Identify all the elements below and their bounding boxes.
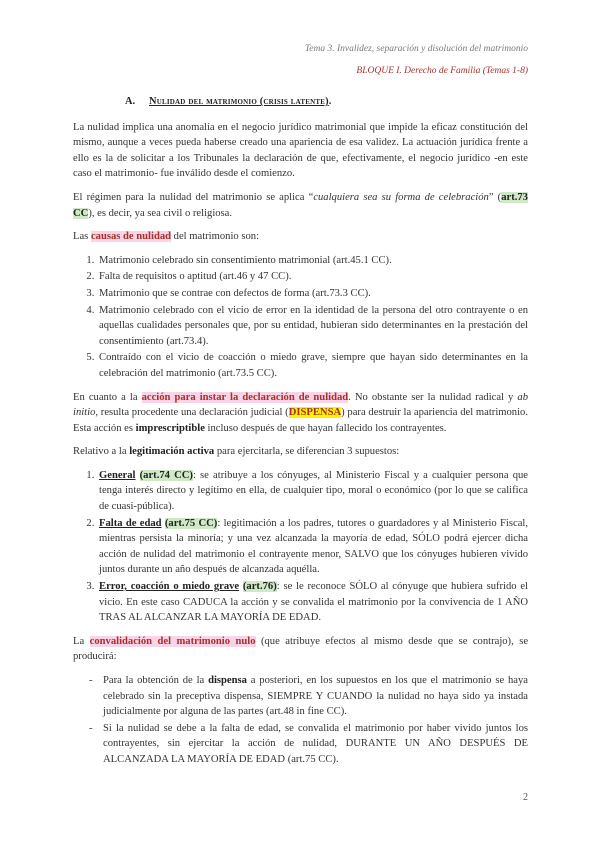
- page-content: [73, 94, 528, 769]
- bold-imprescriptible: imprescriptible: [135, 422, 205, 434]
- text-run: ” (: [488, 191, 502, 203]
- highlight-convalidacion: convalidación del matrimonio nulo: [89, 635, 256, 647]
- list-item: 1. Matrimonio celebrado sin consentimiento matrimonial (art.45.1 CC).: [97, 253, 528, 269]
- text-run: Si la nulidad se debe a la falta de edad, se convalida el matrimonio por haber vivido juntos los contrayentes, sin ejercitar la acción de nulidad, DURANTE UN AÑO DESPUÉS DE ALCANZADA LA MAYORÍA DE EDAD (art.75 CC).: [103, 722, 528, 765]
- list-item: 4. Matrimonio celebrado con el vicio de error en la identidad de la persona del otro contrayente o en aquellas cualidades personales que, por su entidad, hubieran sido determinantes en la prestación del consentimiento (art.73.4).: [97, 303, 528, 350]
- section-title-period: .: [328, 96, 332, 107]
- running-header-block: BLOQUE I. Derecho de Familia (Temas 1-8): [356, 66, 528, 76]
- supuestos-list: [73, 468, 528, 626]
- supuesto-title: Falta de edad: [99, 517, 162, 529]
- list-item: [97, 468, 528, 515]
- section-heading: [125, 94, 528, 110]
- article-reference: (art.74 CC): [139, 469, 193, 481]
- text-run: (que atribuye efectos al mismo desde que se contrajo), se producirá:: [73, 635, 529, 663]
- highlight-accion: acción para instar la declaración de nulidad: [141, 391, 349, 403]
- paragraph-nulidad-definicion: La nulidad implica una anomalía en el negocio jurídico matrimonial que impide la eficaz constitución del mismo, aunque a veces pueda haberse creado una apariencia de esa validez. La actuación jurídica frente a ello es la de solicitar a los Tribunales la declaración de que, efectivamente, el negocio jurídico -en este caso el matrimonio- fue inválido desde el comienzo.: [73, 121, 528, 180]
- supuesto-text: : legitimación a los padres, tutores o guardadores y al Ministerio Fiscal, mientras persista la minoría; y una vez alcanzada la mayoría de edad, SÓLO podrá ejercer dicha acción de nulidad del matrimonio el contrayente menor, SALVO que los cónyuges hubieren vivido juntos durante un año después de alcanzada aquélla.: [99, 517, 528, 576]
- section-letter: A.: [125, 96, 136, 107]
- paragraph-convalidacion: [73, 634, 528, 665]
- text-run: ), es decir, ya sea civil o religiosa.: [88, 207, 233, 219]
- convalidacion-list: [73, 673, 528, 768]
- bold-dispensa: dispensa: [208, 675, 247, 686]
- supuesto-text: : se atribuye a los cónyuges, al Ministerio Fiscal y a cualquier persona que tenga interés directo y legítimo en ella, de cualquier tipo, moral o económico (por lo que se califica de cuasi-pública).: [99, 469, 529, 513]
- text-run: incluso después de que hayan fallecido los contrayentes.: [204, 422, 447, 434]
- list-item: 3. Matrimonio que se contrae con defectos de forma (art.73.3 CC).: [97, 286, 528, 302]
- text-run: Para la obtención de la: [103, 675, 209, 686]
- running-header-topic: Tema 3. Invalidez, separación y disolución del matrimonio: [304, 44, 528, 54]
- highlight-dispensa: DISPENSA: [288, 407, 342, 419]
- paragraph-accion: [73, 390, 528, 437]
- dash-bullet: -: [89, 675, 93, 686]
- paragraph-legitimacion: [73, 444, 528, 460]
- list-item: [97, 516, 528, 578]
- paragraph-regimen: [73, 190, 528, 221]
- list-item: [89, 673, 528, 720]
- text-run: Las: [73, 231, 91, 243]
- highlight-causas-de-nulidad: causas de nulidad: [90, 231, 172, 243]
- supuesto-title: Error, coacción o miedo grave: [99, 581, 240, 593]
- italic-ab-initio: ab initio: [73, 391, 528, 419]
- article-reference: (art.76): [242, 581, 277, 593]
- text-run: para ejercitarla, se diferencian 3 supuestos:: [214, 446, 400, 458]
- section-title-text: Nulidad del matrimonio (crisis latente): [149, 96, 329, 107]
- list-item: 2. Falta de requisitos o aptitud (art.46 y 47 CC).: [97, 269, 528, 285]
- italic-quote: cualquiera sea su forma de celebración: [313, 191, 489, 203]
- page-number: 2: [523, 792, 528, 803]
- text-run: En cuanto a la: [73, 391, 142, 403]
- causas-list: [73, 253, 528, 382]
- article-reference: (art.75 CC): [164, 517, 218, 529]
- text-run: ) para destruir la apariencia del matrimonio. Esta acción es: [73, 407, 528, 434]
- text-run: El régimen para la nulidad del matrimonio se aplica “: [73, 191, 314, 203]
- text-run: . No obstante ser la nulidad radical y: [348, 391, 518, 403]
- text-run: , resulta procedente una declaración judicial (: [95, 407, 289, 419]
- text-run: del matrimonio son:: [171, 231, 260, 243]
- list-item: [97, 579, 528, 626]
- text-run: a posteriori, en los supuestos en los que el matrimonio se haya celebrado sin la preceptiva dispensa, SIEMPRE Y CUANDO la nulidad no haya sido ya instada judicialmente por alguna de las partes (art.48 in fine CC).: [103, 675, 528, 718]
- paragraph-causas-intro: [73, 229, 528, 245]
- list-item: 5. Contraído con el vicio de coacción o miedo grave, siempre que hayan sido determinantes en la celebración del matrimonio (art.73.5 CC).: [97, 350, 528, 381]
- supuesto-text: : se le reconoce SÓLO al cónyuge que hubiera sufrido el vicio. En este caso CADUCA la acción y se convalida el matrimonio por la convivencia de 1 AÑO TRAS AL ALCANZAR LA MAYORÍA DE EDAD.: [99, 581, 528, 624]
- list-item: [89, 721, 528, 768]
- supuesto-title: General: [99, 469, 136, 481]
- bold-legitimacion-activa: legitimación activa: [129, 446, 215, 458]
- text-run: La: [73, 635, 90, 647]
- text-run: Relativo a la: [73, 446, 130, 458]
- dash-bullet: -: [89, 722, 93, 734]
- article-reference: art.73 CC: [73, 191, 528, 219]
